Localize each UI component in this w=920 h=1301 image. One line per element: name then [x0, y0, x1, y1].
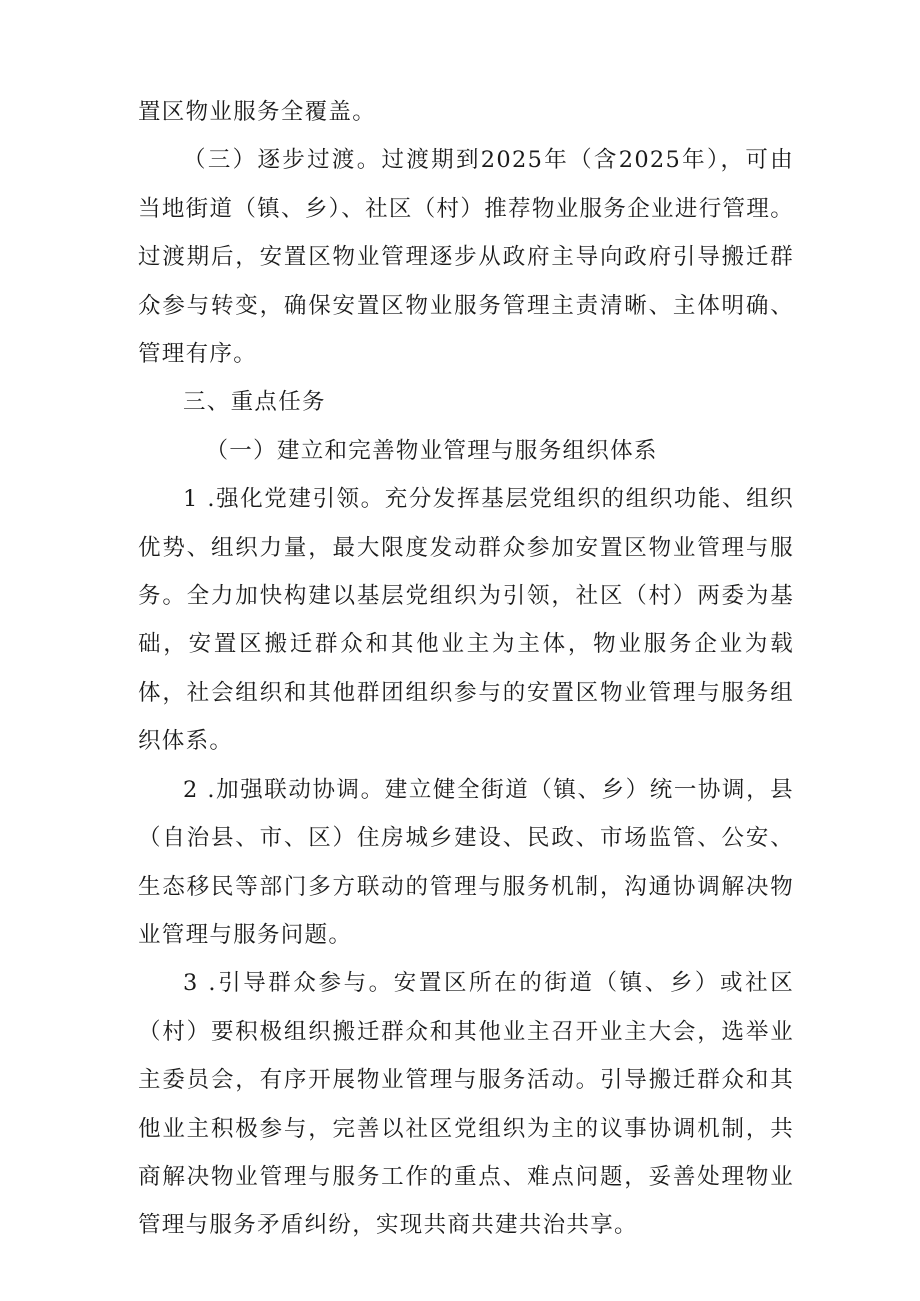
section-heading-key-tasks: 三、重点任务	[183, 389, 326, 416]
paragraph-continuation: 置区物业服务全覆盖。	[138, 99, 377, 125]
subsection-heading-organization-system: （一）建立和完善物业管理与服务组织体系	[205, 437, 658, 464]
document-page	[138, 88, 794, 1250]
paragraph-transition: （三）逐步过渡。过渡期到2025年（含2025年），可由当地街道（镇、乡）、社区（村）推荐物业服务企业进行管理。过渡期后，安置区物业管理逐步从政府主导向政府引导搬迁群众参与转变，确保安置区物业服务管理主责清晰、主体明确、管理有序。	[138, 147, 794, 368]
paragraph-party-leadership: 1 .强化党建引领。充分发挥基层党组织的组织功能、组织优势、组织力量，最大限度发动群众参加安置区物业管理与服务。全力加快构建以基层党组织为引领，社区（村）两委为基础，安置区搬迁群众和其他业主为主体，物业服务企业为载体，社会组织和其他群团组织参与的安置区物业管理与服务组织体系。	[138, 486, 794, 755]
paragraph-public-participation: 3 .引导群众参与。安置区所在的街道（镇、乡）或社区（村）要积极组织搬迁群众和其他业主召开业主大会，选举业主委员会，有序开展物业管理与服务活动。引导搬迁群众和其他业主积极参与，完善以社区党组织为主的议事协调机制，共商解决物业管理与服务工作的重点、难点问题，妥善处理物业管理与服务矛盾纠纷，实现共商共建共治共享。	[138, 970, 794, 1239]
paragraph-coordination: 2 .加强联动协调。建立健全街道（镇、乡）统一协调，县（自治县、市、区）住房城乡建设、民政、市场监管、公安、生态移民等部门多方联动的管理与服务机制，沟通协调解决物业管理与服务问题。	[138, 776, 794, 948]
